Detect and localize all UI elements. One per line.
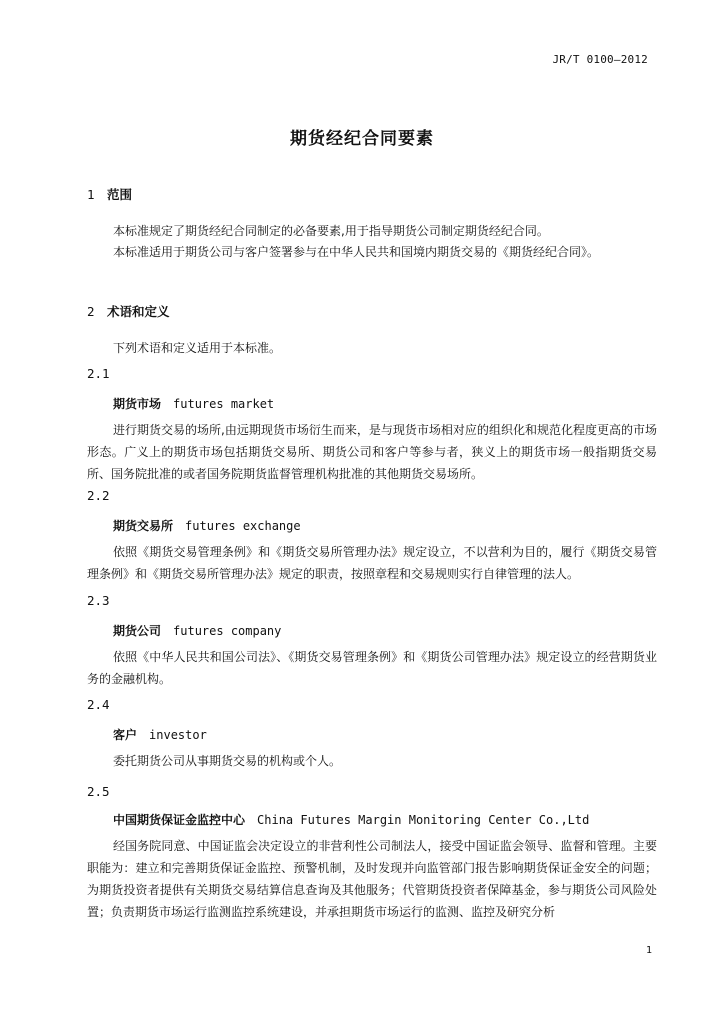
clause-number: 2.5	[87, 784, 110, 799]
clause-number: 2.3	[87, 593, 110, 608]
term-en: futures company	[173, 624, 282, 638]
section-number: 1	[87, 187, 95, 202]
term-definition: 委托期货公司从事期货交易的机构或个人。	[113, 754, 342, 768]
scope-line-2: 本标准适用于期货公司与客户签署参与在中华人民共和国境内期货交易的《期货经纪合同》。	[113, 245, 600, 259]
section-1-heading	[87, 185, 132, 203]
term-definition: 进行期货交易的场所,由远期现货市场衍生而来，是与现货市场相对应的组织化和规范化程度更高的市场形态。广义上的期货市场包括期货交易所、期货公司和客户等参与者，狭义上的期货市场一般指期货交易所、国务院批准的或者国务院期货监督管理机构批准的其他期货交易场所。	[87, 423, 657, 481]
page-number: 1	[645, 945, 652, 956]
term-en: China Futures Margin Monitoring Center Co.,Ltd	[257, 813, 590, 827]
term-zh: 期货市场	[113, 397, 162, 411]
standard-code: JR/T 0100—2012	[552, 53, 648, 66]
term-heading	[113, 395, 274, 412]
term-heading	[113, 517, 301, 534]
term-zh: 中国期货保证金监控中心	[113, 813, 246, 827]
document-title: 期货经纪合同要素	[290, 129, 434, 149]
term-heading	[113, 622, 281, 639]
term-heading	[113, 726, 207, 743]
term-definition: 经国务院同意、中国证监会决定设立的非营利性公司制法人，接受中国证监会领导、监督和管理。主要职能为：建立和完善期货保证金监控、预警机制，及时发现并向监管部门报告影响期货保证金安全的问题；为期货投资者提供有关期货交易结算信息查询及其他服务；代管期货投资者保障基金，参与期货公司风险处置；负责期货市场运行监测监控系统建设，并承担期货市场运行的监测、监控及研究分析	[87, 839, 657, 919]
section-number: 2	[87, 304, 95, 319]
term-zh: 期货交易所	[113, 519, 174, 533]
term-en: futures market	[173, 397, 275, 411]
clause-number: 2.2	[87, 488, 110, 503]
clause-number: 2.1	[87, 366, 110, 381]
section-title: 术语和定义	[107, 304, 170, 319]
term-en: investor	[149, 728, 207, 742]
scope-line-1: 本标准规定了期货经纪合同制定的必备要素,用于指导期货公司制定期货经纪合同。	[113, 224, 549, 238]
term-en: futures exchange	[185, 519, 301, 533]
term-zh: 期货公司	[113, 624, 162, 638]
terms-intro: 下列术语和定义适用于本标准。	[113, 341, 282, 355]
term-definition: 依照《中华人民共和国公司法》、《期货交易管理条例》和《期货公司管理办法》规定设立的经营期货业务的金融机构。	[87, 650, 657, 686]
term-heading	[113, 811, 589, 828]
section-title: 范围	[107, 187, 133, 202]
clause-number: 2.4	[87, 697, 110, 712]
term-zh: 客户	[113, 728, 138, 742]
term-definition: 依照《期货交易管理条例》和《期货交易所管理办法》规定设立，不以营利为目的，履行《期货交易管理条例》和《期货交易所管理办法》规定的职责，按照章程和交易规则实行自律管理的法人。	[87, 545, 657, 581]
section-2-heading	[87, 302, 170, 320]
